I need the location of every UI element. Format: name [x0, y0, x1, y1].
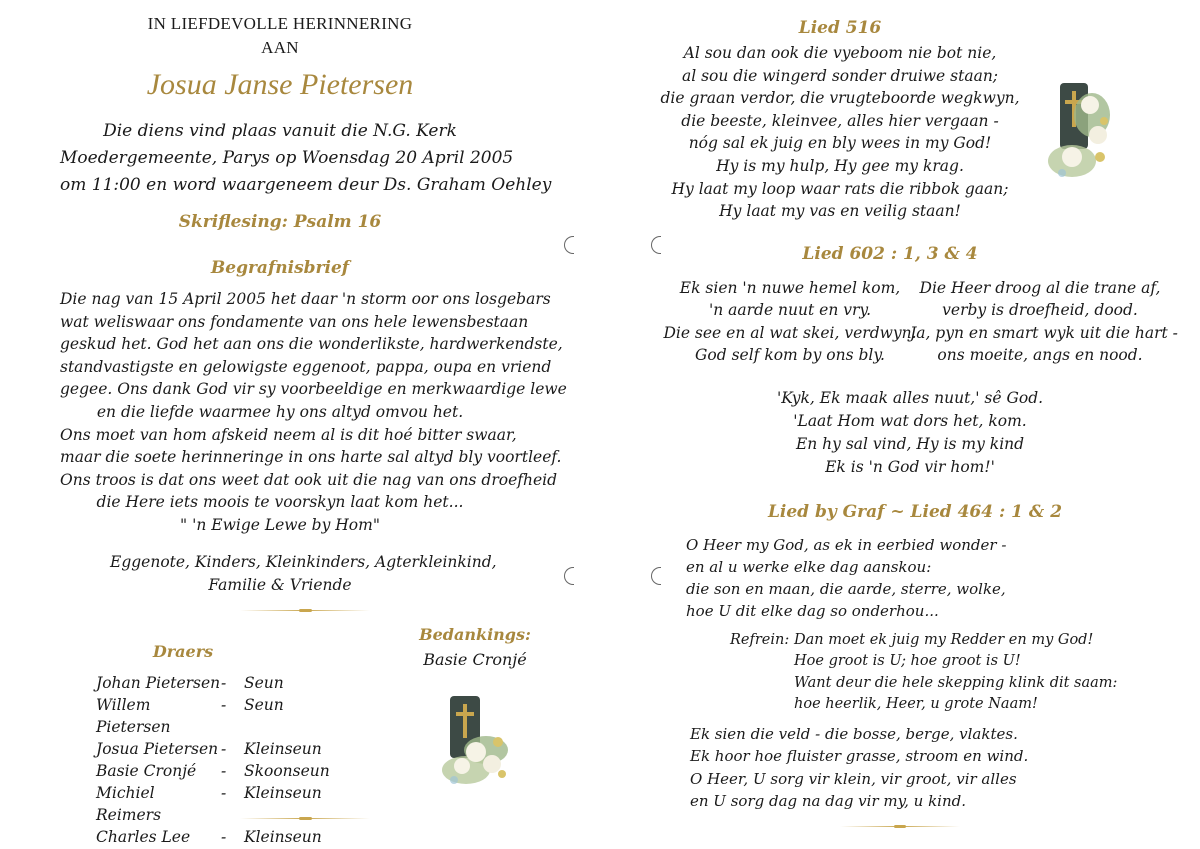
graveside-verse-2 — [690, 723, 1029, 812]
funeral-letter-title: Begrafnisbrief — [210, 258, 350, 278]
cross-flower-icon — [1042, 75, 1117, 185]
hymn-line: Hy laat my vas en veilig staan! — [719, 202, 961, 221]
family-signature — [110, 551, 497, 597]
hymn-line: O Heer, U sorg vir klein, vir groot, vir alles — [690, 769, 1017, 788]
bearer-dash: - — [221, 740, 227, 758]
letter-line: Die nag van 15 April 2005 het daar 'n storm oor ons losgebars — [60, 290, 551, 308]
hymn-516-body — [650, 42, 1030, 223]
hymn-line: Hy laat my loop waar rats die ribbok gaan; — [671, 179, 1009, 198]
bearer-dash: - — [221, 674, 227, 692]
list-item — [96, 760, 356, 782]
heading-line-2: AAN — [261, 38, 299, 57]
hymn-602-chorus — [760, 387, 1060, 479]
family-line: Familie & Vriende — [208, 576, 352, 594]
hymn-line: 'Kyk, Ek maak alles nuut,' sê God. — [776, 389, 1044, 407]
letter-line: die Here iets moois te voorskyn laat kom het... — [96, 493, 464, 512]
funeral-letter-body — [60, 288, 567, 537]
hymn-line: die beeste, kleinvee, alles hier vergaan - — [681, 111, 999, 130]
bearer-dash: - — [221, 828, 227, 846]
hymn-line: Hoe groot is U; hoe groot is U! — [794, 653, 1021, 670]
bearer-name: Johan Pietersen — [96, 674, 221, 692]
refrain-body — [794, 630, 1118, 715]
heading-line-1: IN LIEFDEVOLLE HERINNERING — [147, 14, 413, 33]
list-item — [96, 672, 356, 694]
service-line: om 11:00 en word waargeneem deur Ds. Graham Oehley — [60, 175, 552, 195]
hymn-line: en U sorg dag na dag vir my, u kind. — [690, 791, 966, 810]
memorial-heading — [130, 12, 430, 60]
hymn-line: Ek is 'n God vir hom!' — [825, 458, 995, 476]
graveside-hymn-title: Lied by Graf ~ Lied 464 : 1 & 2 — [767, 502, 1063, 522]
pallbearers-list — [96, 672, 356, 848]
hymn-line: Dan moet ek juig my Redder en my God! — [794, 632, 1094, 648]
list-item — [96, 826, 356, 848]
cross-flower-icon — [436, 690, 516, 790]
hymn-line: die son en maan, die aarde, sterre, wolke, — [686, 580, 1006, 598]
family-line: Eggenote, Kinders, Kleinkinders, Agterkleinkind, — [110, 553, 497, 571]
hymn-line: die graan verdor, die vrugteboorde wegkwyn, — [660, 89, 1020, 108]
letter-line: maar die soete herinneringe in ons harte sal altyd bly voortleef. — [60, 448, 562, 467]
bearer-name: Basie Cronjé — [96, 762, 197, 780]
hymn-line: Hy is my hulp, Hy gee my krag. — [716, 156, 964, 175]
hymn-line: 'Laat Hom wat dors het, kom. — [793, 412, 1027, 430]
letter-line: " 'n Ewige Lewe by Hom" — [180, 515, 380, 534]
letter-line: standvastigste en gelowigste eggenoot, pappa, oupa en vriend — [60, 357, 552, 376]
hymn-516-title: Lied 516 — [798, 18, 882, 38]
hymn-line: En hy sal vind, Hy is my kind — [795, 435, 1025, 453]
service-line: Moedergemeente, Parys op Woensdag 20 April 2005 — [60, 148, 514, 168]
hymn-line: Die Heer droog al die trane af, — [919, 279, 1161, 297]
hymn-line: Want deur die hele skepping klink dit saam: — [794, 674, 1118, 691]
hymn-line: hoe heerlik, Heer, u grote Naam! — [794, 695, 1038, 712]
list-item — [96, 694, 356, 738]
bearer-name: Charles Lee — [96, 828, 191, 846]
bearer-dash: - — [221, 762, 227, 780]
bearer-relation: Skoonseun — [244, 762, 330, 780]
hymn-line: O Heer my God, as ek in eerbied wonder - — [686, 536, 1007, 554]
hymn-line: verby is droefheid, dood. — [942, 301, 1138, 320]
hymn-line: Ek sien 'n nuwe hemel kom, — [679, 279, 901, 297]
hymn-602-title: Lied 602 : 1, 3 & 4 — [802, 244, 978, 264]
graveside-verse-1 — [686, 534, 1026, 622]
service-line: Die diens vind plaas vanuit die N.G. Kerk — [103, 121, 457, 141]
letter-line: en die liefde waarmee hy ons altyd omvou het. — [96, 402, 464, 421]
ornament-divider-icon — [240, 609, 370, 613]
hymn-line: Ek sien die veld - die bosse, berge, vlaktes. — [690, 725, 1018, 743]
service-info — [60, 118, 552, 199]
hymn-line: Ja, pyn en smart wyk uit die hart - — [910, 323, 1178, 342]
refrain-label: Refrein: — [730, 632, 790, 648]
bearer-name: Willem Pietersen — [96, 696, 171, 736]
hymn-line: God self kom by ons bly. — [695, 346, 885, 365]
bearer-name: Josua Pietersen — [96, 740, 219, 758]
bearer-dash: - — [221, 784, 227, 802]
deceased-name: Josua Janse Pietersen — [146, 68, 414, 101]
bearer-relation: Seun — [244, 674, 284, 692]
list-item — [96, 738, 356, 760]
hymn-line: Al sou dan ook die vyeboom nie bot nie, — [683, 44, 997, 62]
letter-line: geskud het. God het aan ons die wonderlikste, hardwerkendste, — [60, 335, 563, 354]
scripture-reading-title: Skriflesing: Psalm 16 — [178, 212, 382, 232]
bearer-dash: - — [221, 696, 227, 714]
bearer-relation: Kleinseun — [244, 784, 322, 802]
hymn-line: 'n aarde nuut en vry. — [708, 301, 872, 320]
hymn-line: Die see en al wat skei, verdwyn. — [663, 323, 917, 342]
letter-line: gegee. Ons dank God vir sy voorbeeldige en merkwaardige lewe — [60, 380, 567, 399]
thanks-name: Basie Cronjé — [423, 650, 527, 669]
letter-line: Ons moet van hom afskeid neem al is dit hoé bitter swaar, — [60, 425, 517, 444]
bearer-relation: Kleinseun — [244, 740, 322, 758]
hymn-602-verse-left — [660, 277, 920, 367]
ornament-divider-icon — [240, 817, 370, 821]
letter-line: Ons troos is dat ons weet dat ook uit die nag van ons droefheid — [60, 470, 558, 489]
hymn-line: al sou die wingerd sonder druiwe staan; — [681, 66, 999, 85]
bearer-relation: Kleinseun — [244, 828, 322, 846]
hymn-line: nóg sal ek juig en bly wees in my God! — [688, 134, 992, 153]
hymn-602-verse-right — [910, 277, 1178, 367]
letter-line: wat weliswaar ons fondamente van ons hele lewensbestaan — [60, 312, 529, 331]
ornament-divider-icon — [840, 825, 960, 829]
hymn-line: Ek hoor hoe fluister grasse, stroom en wind. — [690, 747, 1029, 766]
hymn-line: hoe U dit elke dag so onderhou... — [686, 602, 939, 620]
bearer-relation: Seun — [244, 696, 284, 714]
hymn-line: en al u werke elke dag aanskou: — [686, 558, 932, 576]
hymn-line: ons moeite, angs en nood. — [937, 346, 1143, 365]
bearer-name: Michiel Reimers — [96, 784, 162, 824]
thanks-title: Bedankings: — [419, 625, 531, 644]
pallbearers-title: Draers — [152, 642, 214, 661]
